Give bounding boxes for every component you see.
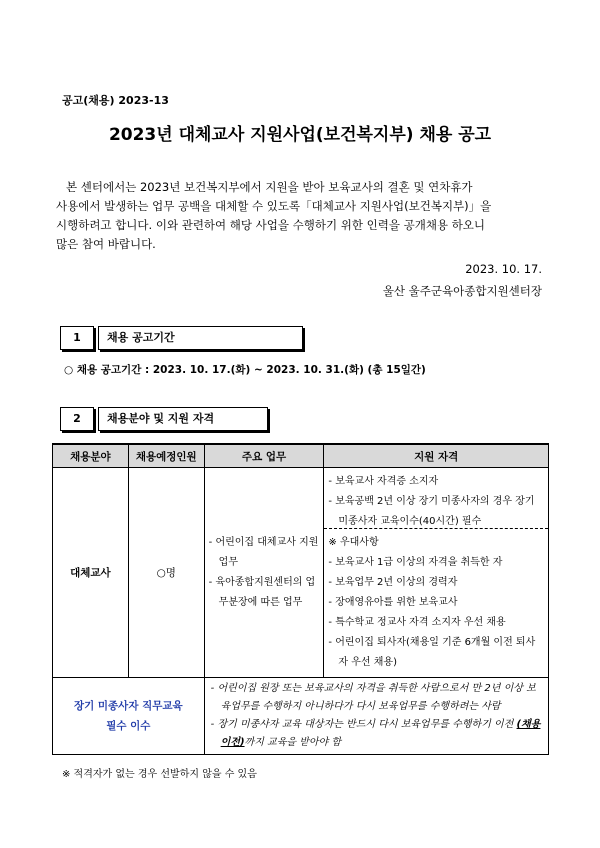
- page-title: 2023년 대체교사 지원사업(보건복지부) 채용 공고: [108, 125, 492, 145]
- preferred-item: - 장애영유아를 위한 보육교사: [328, 597, 458, 608]
- intro-paragraph: [56, 178, 550, 254]
- table-header-row: [53, 444, 549, 468]
- requirements-block: [324, 468, 548, 528]
- preferred-item: - 보육교사 1급 이상의 자격을 취득한 자: [328, 557, 503, 568]
- headcount-cell: ○명: [128, 468, 204, 678]
- qualifications-cell: [324, 468, 549, 678]
- column-header: 채용예정인원: [128, 444, 204, 468]
- section-number: 1: [60, 326, 94, 350]
- requirements-table: [52, 443, 549, 755]
- category-cell: 대체교사: [53, 468, 129, 678]
- training-emphasis: (채용 이전): [220, 719, 541, 748]
- training-item: - 어린이집 원장 또는 보육교사의 자격을 취득한 사람으로서 만 2년 이상 보육업무를 수행하지 아니하다가 다시 보육업무를 수행하려는 사람: [210, 683, 536, 712]
- recruitment-period: ○ 채용 공고기간 : 2023. 10. 17.(화) ~ 2023. 10. 31.(화) (총 15일간): [64, 364, 426, 376]
- training-label: 장기 미종사자 직무교육: [73, 700, 183, 712]
- training-row: [53, 678, 549, 755]
- notice-number: 공고(채용) 2023-13: [62, 94, 169, 107]
- column-header: 지원 자격: [324, 444, 549, 468]
- training-text: 까지 교육을 받아야 함: [244, 737, 342, 748]
- preferred-item: - 특수학교 정교사 자격 소지자 우선 채용: [328, 617, 506, 628]
- announcement-date: 2023. 10. 17.: [465, 262, 542, 276]
- section-heading: 채용분야 및 지원 자격: [98, 407, 268, 431]
- training-label-cell: [53, 678, 205, 755]
- table-row: [53, 468, 549, 678]
- preferred-block: [324, 528, 548, 677]
- intro-line: 시행하려고 합니다. 이와 관련하여 해당 사업을 수행하기 위한 인력을 공개채용 하오니: [56, 218, 486, 232]
- preferred-heading: ※ 우대사항: [328, 537, 379, 548]
- duty-item: - 어린이집 대체교사 지원 업무: [208, 536, 319, 568]
- preferred-item: - 보육업무 2년 이상의 경력자: [328, 577, 458, 588]
- section-number: 2: [60, 407, 94, 431]
- training-text: - 장기 미종사자 교육 대상자는 반드시 다시 보육업무를 수행하기 이전: [210, 719, 517, 730]
- intro-line: 많은 참여 바랍니다.: [56, 237, 156, 251]
- requirement-item: - 보육교사 자격증 소지자: [328, 476, 439, 487]
- intro-line: 사용에서 발생하는 업무 공백을 대체할 수 있도록「대체교사 지원사업(보건복지부)」을: [56, 199, 492, 213]
- section-heading: 채용 공고기간: [98, 326, 303, 350]
- footnote: ※ 적격자가 없는 경우 선발하지 않을 수 있음: [62, 769, 257, 780]
- column-header: 주요 업무: [204, 444, 324, 468]
- preferred-item: - 어린이집 퇴사자(채용일 기준 6개월 이전 퇴사자 우선 채용): [328, 637, 536, 668]
- training-label: 필수 이수: [106, 720, 151, 732]
- duties-cell: [204, 468, 324, 678]
- duty-item: - 육아종합지원센터의 업무분장에 따른 업무: [208, 576, 316, 608]
- organization-name: 울산 울주군육아종합지원센터장: [382, 284, 542, 298]
- requirement-item: - 보육공백 2년 이상 장기 미종사자의 경우 장기 미종사자 교육이수(40시간) 필수: [328, 496, 535, 527]
- intro-line: 본 센터에서는 2023년 보건복지부에서 지원을 받아 보육교사의 결혼 및 연차휴가: [66, 180, 473, 194]
- training-item: [211, 716, 542, 752]
- column-header: 채용분야: [53, 444, 129, 468]
- training-text-cell: [204, 678, 548, 755]
